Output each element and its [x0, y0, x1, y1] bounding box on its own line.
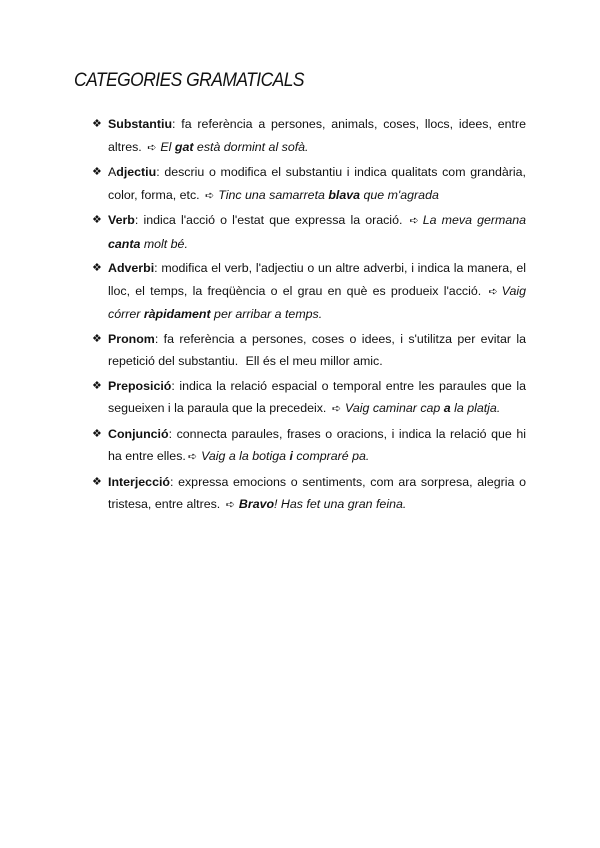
- term: Preposició: [108, 378, 172, 393]
- arrow-icon: ➪: [187, 451, 198, 463]
- arrow-icon: ➪: [225, 499, 235, 511]
- arrow-icon: ➪: [147, 141, 157, 154]
- list-item-verb: [92, 209, 526, 255]
- categories-list: [92, 113, 526, 519]
- diamond-bullet-icon: ❖: [92, 118, 102, 130]
- list-item-adjectiu: [92, 161, 526, 207]
- definition: : connecta paraules, frases o oracions, i indica la relació que hi ha entre elles.: [108, 426, 526, 463]
- diamond-bullet-icon: ❖: [92, 379, 102, 392]
- diamond-bullet-icon: ❖: [92, 214, 102, 226]
- definition: : fa referència a persones, coses o idees, i s'utilitza per evitar la repetició del substantiu.: [108, 331, 526, 368]
- example: Vaig a la botiga i compraré pa.: [201, 449, 370, 463]
- arrow-icon: ➪: [331, 403, 342, 415]
- term: Pronom: [108, 331, 155, 346]
- definition: : indica la relació espacial o temporal entre les paraules que la segueixen i la paraula que la precedeix.: [108, 378, 526, 415]
- term: Adverbi: [108, 261, 155, 275]
- example: Vaig caminar cap a la platja.: [345, 401, 501, 415]
- arrow-icon: ➪: [205, 189, 215, 202]
- arrow-icon: ➪: [409, 215, 419, 227]
- arrow-icon: ➪: [488, 285, 498, 298]
- list-item-pronom: [92, 328, 526, 373]
- term-prefix: A: [108, 165, 117, 179]
- definition: : modifica el verb, l'adjectiu o un altre adverbi, i indica la manera, el lloc, el temps, la freqüència o el grau en què es produeix l'acció.: [108, 261, 526, 298]
- definition: : descriu o modifica el substantiu i indica qualitats com grandària, color, forma, etc.: [108, 165, 526, 202]
- example: Bravo! Has fet una gran feina.: [238, 497, 407, 511]
- list-item-adverbi: [92, 257, 526, 326]
- definition: : indica l'acció o l'estat que expressa la oració.: [134, 213, 403, 227]
- list-item-interjeccio: [92, 471, 526, 517]
- term: Verb: [108, 213, 135, 227]
- list-item-preposicio: [92, 375, 526, 421]
- definition: : fa referència a persones, animals, coses, llocs, idees, entre altres.: [108, 117, 526, 154]
- diamond-bullet-icon: ❖: [92, 332, 102, 345]
- list-item-substantiu: [92, 113, 526, 159]
- example: Tinc una samarreta blava que m'agrada: [218, 187, 439, 202]
- example: Vaig córrer ràpidament per arribar a temps.: [108, 283, 526, 321]
- diamond-bullet-icon: ❖: [92, 262, 102, 274]
- example: Ell és el meu millor amic.: [245, 354, 383, 368]
- example: La meva germana canta molt bé.: [108, 213, 527, 251]
- list-item-conjuncio: [92, 423, 526, 469]
- term: Substantiu: [108, 117, 173, 131]
- diamond-bullet-icon: ❖: [92, 166, 102, 178]
- example: El gat està dormint al sofà.: [160, 139, 309, 154]
- definition: : expressa emocions o sentiments, com ara sorpresa, alegria o tristesa, entre altres.: [108, 474, 526, 511]
- term: Interjecció: [108, 474, 170, 489]
- diamond-bullet-icon: ❖: [92, 475, 102, 488]
- page-title: CATEGORIES GRAMATICALS: [74, 70, 305, 91]
- diamond-bullet-icon: ❖: [92, 427, 102, 440]
- term: djectiu: [116, 165, 157, 179]
- term: Conjunció: [108, 426, 169, 441]
